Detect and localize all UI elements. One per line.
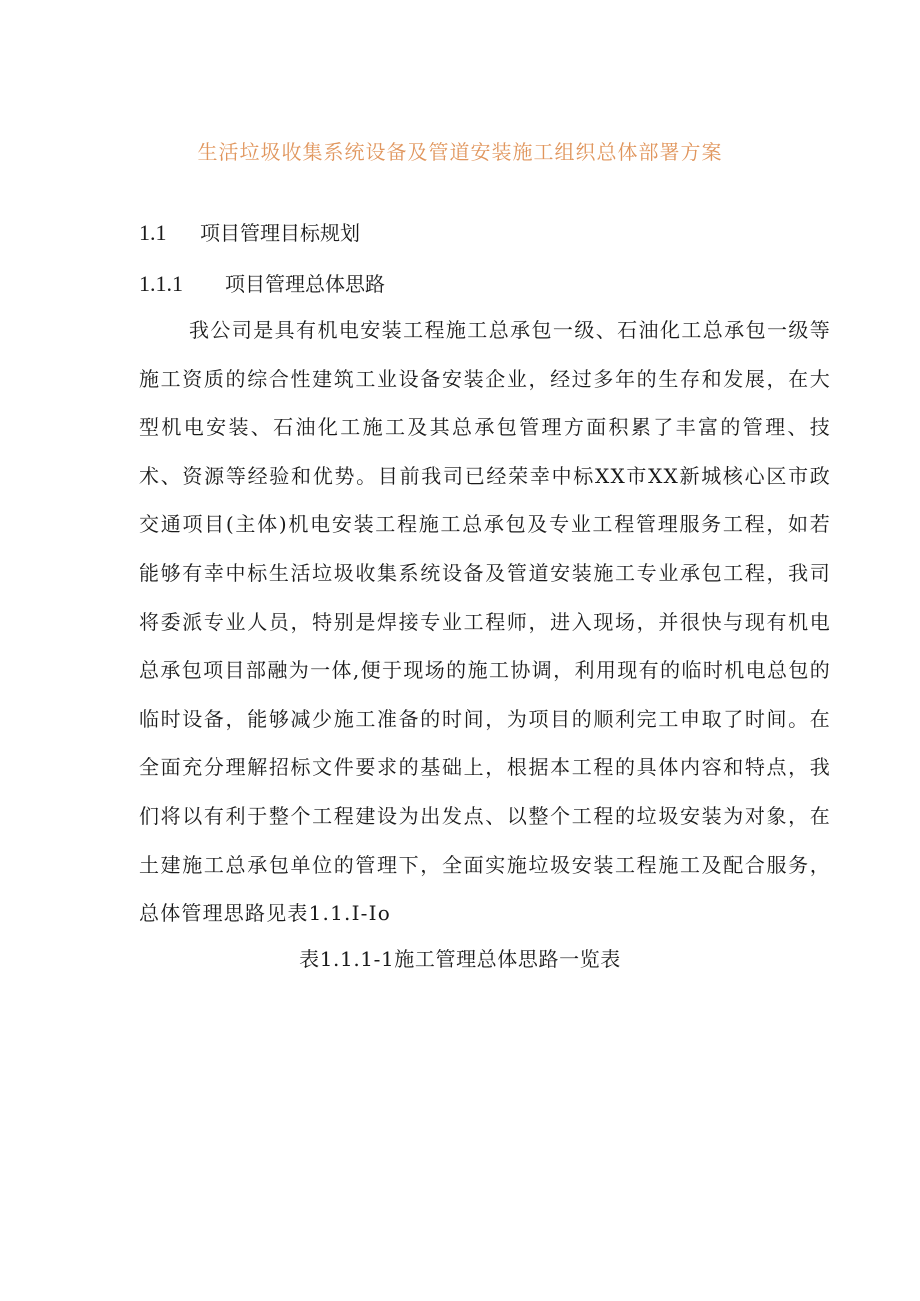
section-heading-1-1: [139, 217, 360, 246]
section-heading-1-1-1: [139, 268, 385, 297]
section-title: 项目管理目标规划: [200, 221, 360, 245]
body-paragraph: 我公司是具有机电安装工程施工总承包一级、石油化工总承包一级等施工资质的综合性建筑工业设备安装企业，经过多年的生存和发展，在大型机电安装、石油化工施工及其总承包管理方面积累了丰富的管理、技术、资源等经验和优势。目前我司已经荣幸中标XX市XX新城核心区市政交通项目(主体)机电安装工程施工总承包及专业工程管理服务工程，如若能够有幸中标生活垃圾收集系统设备及管道安装施工专业承包工程，我司将委派专业人员，特别是焊接专业工程师，进入现场，并很快与现有机电总承包项目部融为一体,便于现场的施工协调，利用现有的临时机电总包的临时设备，能够减少施工准备的时间，为项目的顺利完工申取了时间。在全面充分理解招标文件要求的基础上，根据本工程的具体内容和特点，我们将以有利于整个工程建设为出发点、以整个工程的垃圾安装为对象，在土建施工总承包单位的管理下，全面实施垃圾安装工程施工及配合服务，总体管理思路见表1.1.I-Io: [139, 318, 831, 926]
subsection-title: 项目管理总体思路: [225, 272, 385, 296]
document-title: 生活垃圾收集系统设备及管道安装施工组织总体部署方案: [197, 140, 723, 164]
subsection-number: 1.1.1: [139, 271, 183, 296]
table-caption: 表1.1.1-1施工管理总体思路一览表: [299, 947, 621, 971]
section-number: 1.1: [139, 220, 167, 245]
